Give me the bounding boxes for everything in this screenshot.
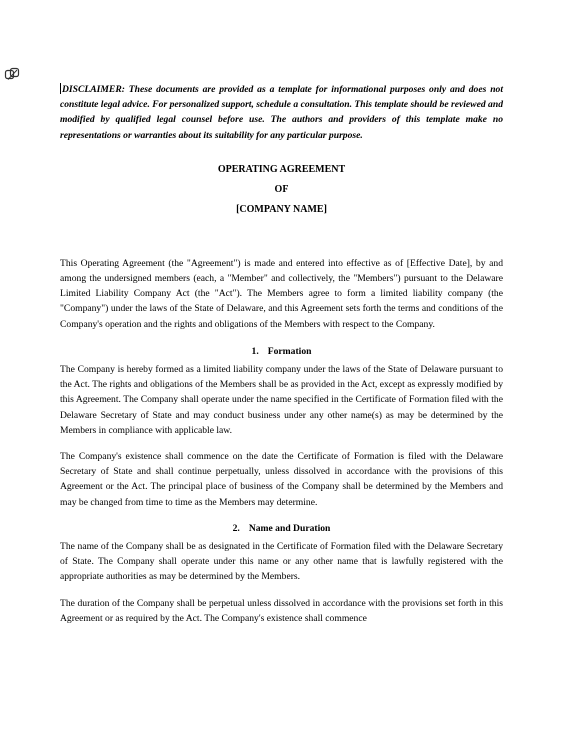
section-1-paragraph-2: The Company's existence shall commence on the date the Certificate of Formation is filed with the Delaware Secretary of State and shall continue perpetually, unless dissolved in accordance with the provisions of this Agreement or the Act. The principal place of business of the Company shall be determined by the Members and may be changed from time to time as the Members may determine. bbox=[60, 451, 503, 508]
title-line-3: [COMPANY NAME] bbox=[236, 203, 327, 215]
title-line-1: OPERATING AGREEMENT bbox=[217, 163, 346, 175]
disclaimer[interactable] bbox=[60, 82, 503, 143]
section-number: 1. bbox=[251, 345, 259, 357]
intro-paragraph: This Operating Agreement (the "Agreement") is made and entered into effective as of [Effective Date], by and among the undersigned members (each, a "Member" and collectively, the "Members") pursuant to the Delaware Limited Liability Company Act (the "Act"). The Members agree to form a limited liability company (the "Company") under the laws of the State of Delaware, and this Agreement sets forth the terms and conditions of the Company's operation and the rights and obligations of the Members with respect to the Company. bbox=[60, 257, 503, 330]
section-title: Formation bbox=[267, 345, 312, 357]
document-title bbox=[60, 160, 503, 220]
section-1-heading bbox=[60, 344, 503, 359]
section-number: 2. bbox=[232, 522, 240, 534]
section-2-paragraph-2: The duration of the Company shall be perpetual unless dissolved in accordance with the provisions set forth in this Agreement or as required by the Act. The Company's existence shall commence bbox=[60, 597, 503, 624]
paragraph-anchor-icon[interactable] bbox=[4, 67, 20, 81]
document-page bbox=[60, 82, 503, 637]
section-2-heading bbox=[60, 521, 503, 536]
title-line-2: OF bbox=[274, 183, 289, 195]
disclaimer-text: DISCLAIMER: These documents are provided as a template for informational purposes only and does not constitute legal advice. For personalized support, schedule a consultation. This template should be reviewed and modified by qualified legal counsel before use. The authors and providers of this template make no representations or warranties about its suitability for any particular purpose. bbox=[60, 84, 503, 141]
text-cursor bbox=[60, 83, 61, 94]
section-2-paragraph-1: The name of the Company shall be as designated in the Certificate of Formation filed with the Delaware Secretary of State. The Company shall operate under this name or any other name that is lawfully registered with the appropriate authorities as may be determined by the Members. bbox=[60, 541, 503, 583]
section-1-paragraph-1: The Company is hereby formed as a limited liability company under the laws of the State of Delaware pursuant to the Act. The rights and obligations of the Members shall be as provided in the Act, except as expressly modified by this Agreement. The Company shall operate under the name specified in the Certificate of Formation filed with the Delaware Secretary of State and may conduct business under any other name(s) as may be determined by the Members in compliance with applicable law. bbox=[60, 364, 503, 436]
section-title: Name and Duration bbox=[248, 522, 331, 534]
